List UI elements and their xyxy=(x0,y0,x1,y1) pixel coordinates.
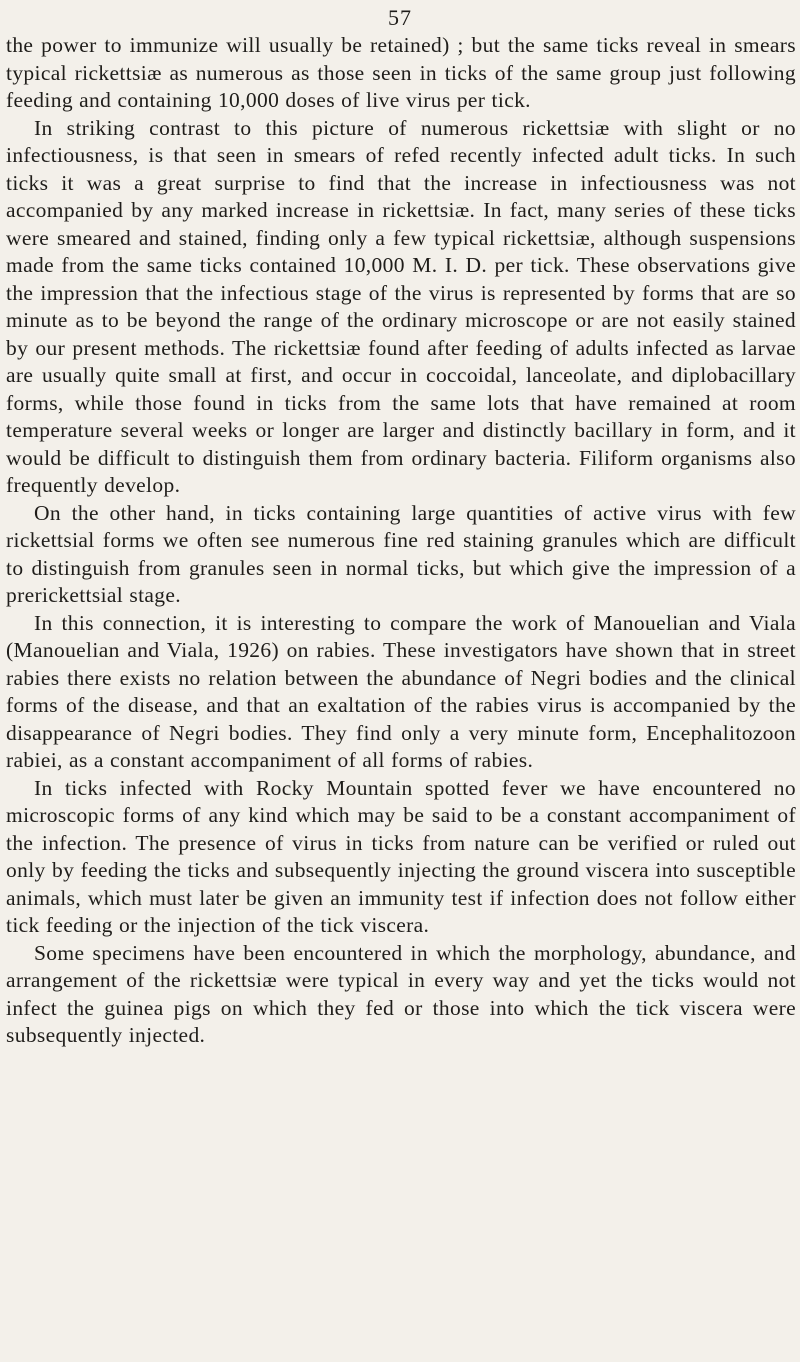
paragraph-1: the power to immunize will usually be retained) ; but the same ticks reveal in smears typical rickettsiæ as numerous as those seen in ticks of the same group just following feeding and containing 10,000 doses of live virus per tick. xyxy=(6,33,796,112)
body-text xyxy=(6,32,796,1050)
page-number: 57 xyxy=(388,5,412,30)
paragraph-5: In ticks infected with Rocky Mountain spotted fever we have encountered no microscopic forms of any kind which may be said to be a constant accompaniment of the infection. The presence of virus in ticks from nature can be verified or ruled out only by feeding the ticks and subsequently injecting the ground viscera into susceptible animals, which must later be given an immunity test if infection does not follow either tick feeding or the injection of the tick viscera. xyxy=(6,775,796,937)
paragraph-3: On the other hand, in ticks containing large quantities of active virus with few rickettsial forms we often see numerous fine red staining granules which are difficult to distinguish from granules seen in normal ticks, but which give the impression of a prerickettsial stage. xyxy=(6,500,796,607)
paragraph-4: In this connection, it is interesting to compare the work of Manouelian and Viala (Manouelian and Viala, 1926) on rabies. These investigators have shown that in street rabies there exists no relation between the abundance of Negri bodies and the clinical forms of the disease, and that an exaltation of the rabies virus is accompanied by the disappearance of Negri bodies. They find only a very minute form, Encephalitozoon rabiei, as a constant accompaniment of all forms of rabies. xyxy=(6,610,796,772)
paragraph-6: Some specimens have been encountered in which the morphology, abundance, and arrangement of the rickettsiæ were typical in every way and yet the ticks would not infect the guinea pigs on which they fed or those into which the tick viscera were subsequently injected. xyxy=(6,940,796,1047)
paragraph-2: In striking contrast to this picture of numerous rickettsiæ with slight or no infectiousness, is that seen in smears of refed recently infected adult ticks. In such ticks it was a great surprise to find that the increase in infectiousness was not accompanied by any marked increase in rickettsiæ. In fact, many series of these ticks were smeared and stained, finding only a few typical rickettsiæ, although suspensions made from the same ticks contained 10,000 M. I. D. per tick. These observations give the impression that the infectious stage of the virus is represented by forms that are so minute as to be beyond the range of the ordinary microscope or are not easily stained by our present methods. The rickettsiæ found after feeding of adults infected as larvae are usually quite small at first, and occur in coccoidal, lanceolate, and diplobacillary forms, while those found in ticks from the same lots that have remained at room temperature several weeks or longer are larger and distinctly bacillary in form, and it would be difficult to distinguish them from ordinary bacteria. Filiform organisms also frequently develop. xyxy=(6,115,796,497)
